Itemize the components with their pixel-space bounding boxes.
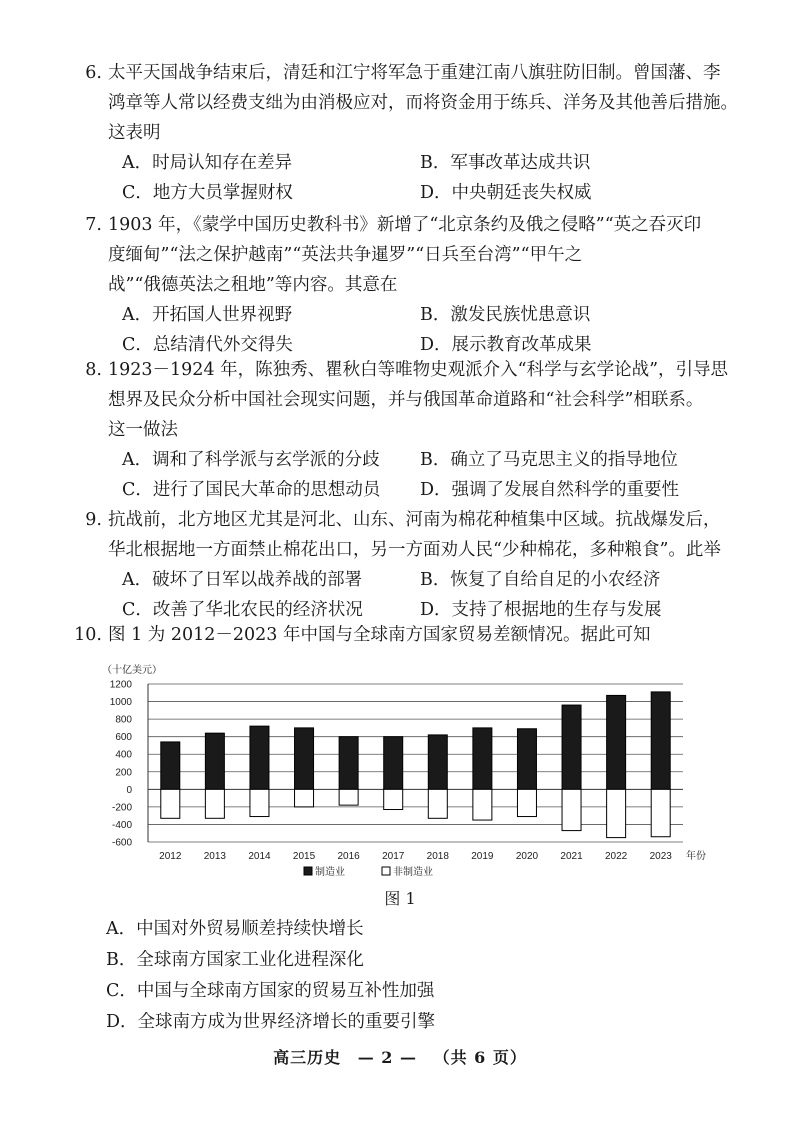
legend-swatch-non-manufacturing xyxy=(382,867,390,875)
question-8 xyxy=(70,355,740,505)
y-tick-label: 1000 xyxy=(109,697,132,709)
x-tick-label: 2015 xyxy=(292,851,316,862)
x-tick-label: 2021 xyxy=(560,851,583,862)
option-b: B．军事改革达成共识 xyxy=(420,153,591,173)
bar-manufacturing xyxy=(651,692,670,789)
bar-non-manufacturing xyxy=(339,789,358,805)
bar-non-manufacturing xyxy=(517,789,536,816)
y-tick-label: -600 xyxy=(111,837,132,849)
option-d: D．中央朝廷丧失权威 xyxy=(420,183,592,203)
y-tick-label: -200 xyxy=(111,802,132,814)
y-tick-label: 400 xyxy=(115,749,132,761)
option-d: D．支持了根据地的生存与发展 xyxy=(420,600,662,620)
bar-manufacturing xyxy=(250,726,269,789)
y-tick-label: 1200 xyxy=(109,679,132,691)
question-stem: 太平天国战争结束后，清廷和江宁将军急于重建江南八旗驻防旧制。曾国藩、李 鸿章等人常以经费支绌为由消极应对，而将资金用于练兵、洋务及其他善后措施。 这表明 xyxy=(108,63,738,143)
bar-non-manufacturing xyxy=(161,789,180,818)
bar-manufacturing xyxy=(384,737,403,790)
option-b: B．全球南方国家工业化进程深化 xyxy=(106,950,364,970)
y-axis-label: （十亿美元） xyxy=(102,665,162,676)
option-c: C．改善了华北农民的经济状况 xyxy=(122,600,363,620)
trade-balance-chart xyxy=(98,660,718,890)
question-number: 9. xyxy=(85,510,102,530)
option-c: C．中国与全球南方国家的贸易互补性加强 xyxy=(106,981,435,1001)
page-footer xyxy=(0,1045,800,1068)
question-number: 10. xyxy=(74,625,102,645)
option-d: D．强调了发展自然科学的重要性 xyxy=(420,480,680,500)
option-d: D．全球南方成为世界经济增长的重要引擎 xyxy=(106,1012,436,1032)
bar-manufacturing xyxy=(295,728,314,789)
option-b: B．恢复了自给自足的小农经济 xyxy=(420,570,661,590)
question-stem: 图 1 为 2012－2023 年中国与全球南方国家贸易差额情况。据此可知 xyxy=(108,625,651,645)
question-10 xyxy=(70,620,740,650)
chart-svg xyxy=(98,660,718,890)
y-tick-label: 200 xyxy=(115,767,132,779)
bar-manufacturing xyxy=(161,742,180,789)
question-10-options xyxy=(106,914,435,1038)
option-b: B．确立了马克思主义的指导地位 xyxy=(420,450,678,470)
option-a: A．中国对外贸易顺差持续快增长 xyxy=(106,919,364,939)
bar-manufacturing xyxy=(562,705,581,789)
question-number: 8. xyxy=(85,360,102,380)
x-axis-label: 年份 xyxy=(686,851,706,862)
x-tick-label: 2014 xyxy=(248,851,271,862)
footer-total: （共 6 页） xyxy=(433,1048,527,1067)
question-9 xyxy=(70,505,740,625)
options xyxy=(122,565,740,625)
question-number: 7. xyxy=(85,215,102,235)
legend-label-manufacturing: 制造业 xyxy=(315,867,345,878)
x-tick-label: 2020 xyxy=(515,851,539,862)
option-a: A．开拓国人世界视野 xyxy=(122,305,293,325)
option-a: A．时局认知存在差异 xyxy=(122,153,293,173)
bar-manufacturing xyxy=(607,695,626,789)
footer-subject: 高三历史 xyxy=(273,1048,342,1067)
bar-non-manufacturing xyxy=(651,789,670,836)
options xyxy=(122,148,740,208)
x-tick-label: 2023 xyxy=(649,851,672,862)
x-tick-label: 2017 xyxy=(382,851,405,862)
bar-manufacturing xyxy=(205,733,224,789)
bar-non-manufacturing xyxy=(473,789,492,820)
question-stem: 1903 年，《蒙学中国历史教科书》新增了“北京条约及俄之侵略”“英之吞灭印 度缅甸”“法之保护越南”“英法共争暹罗”“日兵至台湾”“甲午之 战”“俄德英法之租地”等内容。其意在 xyxy=(108,215,702,295)
option-b: B．激发民族忧患意识 xyxy=(420,305,591,325)
bar-manufacturing xyxy=(517,729,536,790)
option-c: C．进行了国民大革命的思想动员 xyxy=(122,480,381,500)
bar-manufacturing xyxy=(339,737,358,790)
footer-page-marker: — 2 — xyxy=(357,1048,417,1067)
y-tick-label: 0 xyxy=(126,784,132,796)
legend-swatch-manufacturing xyxy=(304,867,312,875)
question-stem: 1923－1924 年，陈独秀、瞿秋白等唯物史观派介入“科学与玄学论战”，引导思 想界及民众分析中国社会现实问题，并与俄国革命道路和“社会科学”相联系。 这一做法 xyxy=(108,360,729,440)
bar-layer xyxy=(161,692,670,838)
bar-non-manufacturing xyxy=(250,789,269,816)
question-number: 6. xyxy=(85,63,102,83)
options xyxy=(122,300,740,360)
legend-label-non-manufacturing: 非制造业 xyxy=(393,867,433,878)
bar-non-manufacturing xyxy=(607,789,626,837)
grid-layer xyxy=(148,684,683,842)
options xyxy=(122,445,740,505)
bar-non-manufacturing xyxy=(562,789,581,830)
option-d: D．展示教育改革成果 xyxy=(420,335,592,355)
figure-caption: 图 1 xyxy=(384,889,416,908)
question-stem: 抗战前，北方地区尤其是河北、山东、河南为棉花种植集中区域。抗战爆发后， 华北根据地一方面禁止棉花出口，另一方面劝人民“少种棉花，多种粮食”。此举 xyxy=(108,510,721,560)
bar-non-manufacturing xyxy=(205,789,224,818)
option-c: C．总结清代外交得失 xyxy=(122,335,293,355)
question-7 xyxy=(70,210,740,360)
x-tick-label: 2013 xyxy=(203,851,226,862)
y-tick-label: 600 xyxy=(115,732,132,744)
y-tick-label: 800 xyxy=(115,714,132,726)
option-c: C．地方大员掌握财权 xyxy=(122,183,293,203)
x-tick-label: 2019 xyxy=(471,851,494,862)
bar-manufacturing xyxy=(428,735,447,789)
x-tick-label: 2012 xyxy=(159,851,182,862)
bar-non-manufacturing xyxy=(428,789,447,818)
bar-non-manufacturing xyxy=(295,789,314,807)
bar-manufacturing xyxy=(473,728,492,789)
bar-non-manufacturing xyxy=(384,789,403,809)
x-tick-label: 2016 xyxy=(337,851,360,862)
x-tick-label: 2022 xyxy=(605,851,628,862)
option-a: A．调和了科学派与玄学派的分歧 xyxy=(122,450,380,470)
y-tick-label: -400 xyxy=(111,819,132,831)
x-tick-label: 2018 xyxy=(426,851,449,862)
question-6 xyxy=(70,58,740,208)
option-a: A．破坏了日军以战养战的部署 xyxy=(122,570,363,590)
